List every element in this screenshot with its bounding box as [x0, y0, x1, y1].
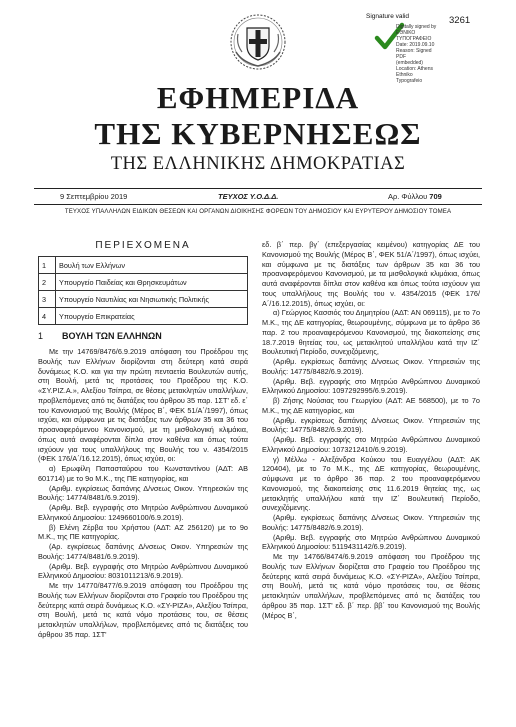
section-title: ΒΟΥΛΗ ΤΩΝ ΕΛΛΗΝΩΝ	[62, 331, 162, 341]
signature-line: (embedded)	[396, 60, 423, 66]
sheet-number: 709	[429, 192, 442, 201]
issue-date: 9 Σεπτεμβρίου 2019	[60, 192, 128, 201]
sheet-label: Αρ. Φύλλου	[388, 192, 428, 201]
contents-label: Υπουργείο Επικρατείας	[56, 308, 248, 325]
contents-row[interactable]	[39, 257, 248, 274]
issue-series: ΤΕΥΧΟΣ Υ.Ο.Δ.Δ.	[218, 192, 279, 201]
paragraph: Με την 14766/8474/6.9.2019 απόφαση του Προέδρου της Βουλής των Ελλήνων διορίζεται στο Γραφείο του Προέδρου της δεύτερης κατά σειρά δυνάμεως Κ.Ο. «ΣΥ-ΡΙΖΑ», Αλεξίου Τσίπρα, στη Βουλή, μετά τις κατά νόμο προτάσεις του, σε θέσεις μετακλητών υπαλλήλων, προβλεπόμενες από τις διατάξεις του άρθρου 35 παρ. 1ΣΤ' εδ. β΄ περ. ββ΄ του Κανονισμού της Βουλής (Μέρος Β΄,	[262, 552, 480, 620]
greek-coat-of-arms-emblem	[228, 12, 288, 72]
signature-line: Digitally signed by	[396, 24, 437, 30]
paragraph: (Αριθμ. Βεβ. εγγραφής στο Μητρώο Ανθρώπινου Δυναμικού Ελληνικού Δημοσίου: 1097292995/6.9.2019).	[262, 376, 480, 396]
signature-line: ΤΥΠΟΓΡΑΦΕΙΟ	[396, 36, 432, 42]
page-number: 3261	[449, 15, 471, 26]
contents-row[interactable]	[39, 274, 248, 291]
gazette-title-line1: ΕΦΗΜΕΡΙΔΑ	[156, 80, 360, 115]
paragraph: (Αριθμ. εγκρίσεως δαπάνης Δ/νσεως Οικον. Υπηρεσιών της Βουλής: 14775/8482/6.9.2019).	[262, 513, 480, 532]
paragraph: (Αριθμ. εγκρίσεως δαπάνης Δ/νσεως Οικον. Υπηρεσιών της Βουλής: 14774/8481/6.9.2019).	[38, 483, 248, 503]
contents-num: 2	[39, 274, 56, 291]
contents-table	[38, 256, 248, 325]
contents-num: 4	[39, 308, 56, 325]
signature-line: Date: 2019.09.10	[396, 42, 435, 48]
contents-label: Βουλή των Ελλήνων	[56, 257, 248, 274]
paragraph: (Αριθμ. εγκρίσεως δαπάνης Δ/νσεως Οικον. Υπηρεσιών της Βουλής: 14775/8482/6.9.2019).	[262, 415, 480, 435]
paragraph: β) Ζήσης Νούσιας του Γεωργίου (ΑΔΤ: ΑΕ 568500), με το 7ο Μ.Κ., της ΔΕ κατηγορίας, και	[262, 396, 480, 415]
paragraph: α) Ερωφίλη Παπασταύρου του Κωνσταντίνου (ΑΔΤ: ΑΒ 601714) με το 9ο Μ.Κ., της ΠΕ κατηγορίας, και	[38, 464, 248, 483]
section-number: 1	[38, 331, 44, 341]
paragraph: α) Γεώργιος Κασσιός του Δημητρίου (ΑΔΤ: ΑΝ 069115), με το 7ο Μ.Κ., της ΔΕ κατηγορίας, θεωρουμένης, σύμφωνα με το άρθρο 36 παρ. 2 του προαναφερόμενου Κανονισμού, της διακοπείσης στις 18.7.2019 θητείας του, ως μετακλητού υπαλλήλου κατά την ΙΖ΄ Βουλευτική Περίοδο, συνεχιζόμενης,	[262, 308, 480, 357]
signature-line: Ethniko Typografeio	[396, 72, 423, 84]
paragraph: γ) Μέλλω - Αλεξάνδρα Κούκου του Ευαγγέλου (ΑΔΤ: ΑΚ 120404), με το 7ο Μ.Κ., της ΔΕ κατηγορίας, θεωρουμένης, σύμφωνα με το άρθρο 36 παρ. 2 του προαναφερόμενου Κανονισμού, της διακοπείσης στις 11.6.2019 θητείας της, ως μετακλητής υπαλλήλου κατά την ΙΖ΄ Βουλευτική Περίοδο, συνεχιζόμενης.	[262, 454, 480, 513]
contents-num: 1	[39, 257, 56, 274]
paragraph: Με την 14770/8477/6.9.2019 απόφαση του Προέδρου της Βουλής των Ελλήνων διορίζονται στο Γραφείο του Προέδρου της δεύτερης κατά σειρά δυνάμεως Κ.Ο. «ΣΥ-ΡΙΖΑ», Αλεξίου Τσίπρα, στη Βουλή, μετά τις κατά νόμο προτάσεις του, σε θέσεις μετακλητών υπαλλήλων, προβλεπόμενες από τις διατάξεις του άρθρου 35 παρ. 1ΣΤ'	[38, 581, 248, 639]
paragraph: εδ. β΄ περ. βγ΄ (επεξεργασίας κειμένου) κατηγορίας ΔΕ του Κανονισμού της Βουλής (Μέρος Β΄, ΦΕΚ 51/Α΄/1997), όπως ισχύει, και σύμφωνα με τις διατάξεις των άρθρων 35 και 36 του προαναφερόμενου Κανονισμού, με τα μισθολογικά κλιμάκια, όπως αυτά αναφέρονται δίπλα στον καθένα και όπως τούτα ισχύουν για τους υπαλλήλους της Βουλής του ν. 4354/2015 (ΦΕΚ 176/Α΄/16.12.2015), όπως ισχύει, οι:	[262, 240, 480, 308]
paragraph: (Αριθμ. Βεβ. εγγραφής στο Μητρώο Ανθρώπινου Δυναμικού Ελληνικού Δημοσίου: 5119431142/6.9.2019).	[262, 532, 480, 552]
paragraph: (Αριθμ. Βεβ. εγγραφής στο Μητρώο Ανθρώπινου Δυναμικού Ελληνικού Δημοσίου: 1249660100/6.9.2019).	[38, 503, 248, 522]
contents-row[interactable]	[39, 308, 248, 325]
contents-label: Υπουργείο Ναυτιλίας και Νησιωτικής Πολιτικής	[56, 291, 248, 308]
gazette-title-line2: ΤΗΣ ΚΥΒΕΡΝΗΣΕΩΣ	[94, 116, 422, 151]
contents-heading: ΠΕΡΙΕΧΟΜΕΝΑ	[95, 240, 191, 251]
section-heading	[38, 331, 162, 341]
paragraph: Με την 14769/8476/6.9.2019 απόφαση του Προέδρου της Βουλής των Ελλήνων διορίζονται στη δεύτερη κατά σειρά δυνάμεως Κ.Ο. και για την πρώτη πενταετία Βουλευτών αυτής, στη Βουλή, μετά τις προτάσεις του Προέδρου της Κ.Ο. «ΣΥ.ΡΙΖ.Α.», Αλεξίου Τσίπρα, σε θέσεις μετακλητών υπαλλήλων, προβλεπόμενες από τις διατάξεις του άρθρου 35 παρ. 1ΣΤ' εδ. ε΄ του Κανονισμού της Βουλής (Μέρος Β΄, ΦΕΚ 51/Α΄/1997), όπως ισχύει, και σύμφωνα με τις διατάξεις των άρθρων 35 και 36 του προαναφερόμενου Κανονισμού, με τη μισθολογική κλιμάκια, όπως αυτά αναφέρονται δίπλα στον καθένα και όπως τούτα ισχύουν για τους υπαλλήλους της Βουλής του ν. 4354/2015 (ΦΕΚ 176/Α΄/16.12.2015), όπως ισχύει, οι:	[38, 347, 248, 464]
contents-row[interactable]	[39, 291, 248, 308]
contents-label: Υπουργείο Παιδείας και Θρησκευμάτων	[56, 274, 248, 291]
sheet-info	[388, 192, 442, 201]
paragraph: β) Ελένη Ζέρβα του Χρήστου (ΑΔΤ: ΑΖ 256120) με το 9ο Μ.Κ., της ΠΕ κατηγορίας.	[38, 522, 248, 542]
signature-line: Reason: Signed PDF	[396, 48, 432, 60]
paragraph: (Αριθμ. εγκρίσεως δαπάνης Δ/νσεως Οικον. Υπηρεσιών της Βουλής: 14775/8482/6.9.2019).	[262, 357, 480, 376]
paragraph: (Αριθμ. Βεβ. εγγραφής στο Μητρώο Ανθρώπινου Δυναμικού Ελληνικού Δημοσίου: 8031011213/6.9.2019).	[38, 561, 248, 581]
signature-line: ΕΘΝΙΚΟ	[396, 30, 416, 36]
header-rule-bottom	[34, 204, 482, 205]
signature-line: Location: Athens	[396, 66, 433, 72]
contents-num: 3	[39, 291, 56, 308]
paragraph: (Αριθμ. Βεβ. εγγραφής στο Μητρώο Ανθρώπινου Δυναμικού Ελληνικού Δημοσίου: 1073212410/6.9.2019).	[262, 435, 480, 454]
digital-signature-stamp	[366, 13, 437, 84]
left-column	[38, 347, 248, 640]
issue-tagline: ΤΕΥΧΟΣ ΥΠΑΛΛΗΛΩΝ ΕΙΔΙΚΩΝ ΘΕΣΕΩΝ ΚΑΙ ΟΡΓΑΝΩΝ ΔΙΟΙΚΗΣΗΣ ΦΟΡΕΩΝ ΤΟΥ ΔΗΜΟΣΙΟΥ ΚΑΙ ΕΥΡΥΤΕΡΟΥ ΔΗΜΟΣΙΟΥ ΤΟΜΕΑ	[64, 208, 452, 215]
right-column	[262, 240, 480, 620]
gazette-subtitle: ΤΗΣ ΕΛΛΗΝΙΚΗΣ ΔΗΜΟΚΡΑΤΙΑΣ	[110, 154, 406, 174]
signature-label: Signature valid	[366, 13, 409, 20]
header-rule-top	[34, 188, 482, 189]
paragraph: (Αρ. εγκρίσεως δαπάνης Δ/νσεως Οικον. Υπηρεσιών της Βουλής: 14774/8481/6.9.2019).	[38, 542, 248, 561]
